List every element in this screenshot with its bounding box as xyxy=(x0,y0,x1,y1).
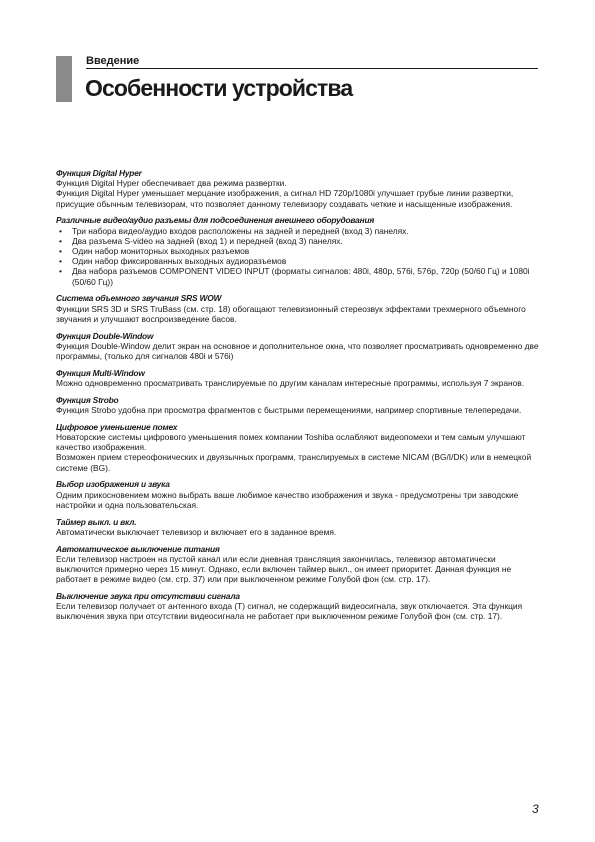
feature-section-connectors xyxy=(56,215,540,286)
section-label: Введение xyxy=(86,55,140,67)
feature-section-noise-reduction xyxy=(56,422,540,473)
header-rule xyxy=(86,68,538,69)
feature-section-strobo xyxy=(56,395,540,415)
feature-text: Если телевизор получает от антенного входа (T) сигнал, не содержащий видеосигнала, звук отключается. Эта функция выключения звука при отсутствии видеосигнала не работает при выключенном режиме Голубой фон (см. стр. 17). xyxy=(56,601,523,622)
feature-text: Если телевизор настроен на пустой канал или если дневная трансляция закончилась, телевизор автоматически выключится примерно через 15 минут. Однако, если включен таймер выкл., он имеет приоритет. Данная функция не работает в режиме видео (см. стр. 37) или при выключенном режиме Голубой фон (см. стр. 17). xyxy=(56,553,512,585)
page-number: 3 xyxy=(532,802,539,816)
feature-section-multi-window xyxy=(56,368,540,388)
header-accent-bar xyxy=(56,56,72,102)
feature-text: Можно одновременно просматривать транслируемые по другим каналам интересные программы, используя 7 экранов. xyxy=(56,378,525,389)
feature-heading: Функция Digital Hyper xyxy=(56,168,142,178)
feature-section-digital-hyper xyxy=(56,168,540,209)
feature-heading: Таймер выкл. и вкл. xyxy=(56,516,137,527)
feature-text: Возможен прием стереофонических и двуязычных программ, транслируемых в системе NICAM (BG/I/DK) или в немецкой системе (BG). xyxy=(56,452,532,473)
feature-section-auto-power-off xyxy=(56,544,540,585)
feature-section-timer xyxy=(56,517,540,537)
feature-text: Функция Digital Hyper обеспечивает два режима развертки. xyxy=(56,178,287,189)
feature-heading: Функция Double-Window xyxy=(56,330,154,341)
feature-heading: Функция Strobo xyxy=(56,394,119,405)
feature-heading: Функция Multi-Window xyxy=(56,367,145,378)
list-item: • Один набор фиксированных выходных аудиоразъемов xyxy=(56,256,540,266)
feature-text: Функция Strobo удобна при просмотра фрагментов с быстрыми перемещениями, например спортивные телепередачи. xyxy=(56,405,522,416)
feature-section-picture-sound xyxy=(56,479,540,510)
feature-heading: Автоматическое выключение питания xyxy=(56,543,220,554)
feature-text: Автоматически выключает телевизор и включает его в заданное время. xyxy=(56,526,337,537)
feature-heading: Выключение звука при отсутствии сигнала xyxy=(56,591,240,602)
feature-text: Функции SRS 3D и SRS TruBass (см. стр. 18) обогащают телевизионный стереозвук эффектами трехмерного объемного звучания и улучшают воспроизведение басов. xyxy=(56,303,526,324)
feature-section-no-signal-mute xyxy=(56,591,540,622)
connector-list xyxy=(56,226,540,287)
feature-section-srs-wow xyxy=(56,293,540,324)
list-item: • Два набора разъемов COMPONENT VIDEO INPUT (форматы сигналов: 480i, 480p, 576i, 576p, 720p (50/60 Гц) и 1080i (50/60 Гц)) xyxy=(56,266,540,286)
feature-text: Функция Digital Hyper уменьшает мерцание изображения, а сигнал HD 720p/1080i улучшает грубые линии развертки, присущие обычным телевизорам, что позволяет данному телевизору создавать четкие и насыщенные изображения. xyxy=(56,188,514,209)
feature-list xyxy=(56,168,540,628)
feature-heading: Различные видео/аудио разъемы для подсоединения внешнего оборудования xyxy=(56,215,375,226)
feature-section-double-window xyxy=(56,331,540,362)
list-item: • Один набор мониторных выходных разъемов xyxy=(56,246,540,256)
list-item: • Три набора видео/аудио входов расположены на задней и передней (вход 3) панелях. xyxy=(56,226,540,236)
feature-heading: Выбор изображения и звука xyxy=(56,479,170,490)
feature-text: Новаторские системы цифрового уменьшения помех компании Toshiba ослабляют видеопомехи и тем самым улучшают качество изображения. xyxy=(56,432,526,453)
page-title: Особенности устройства xyxy=(85,75,353,101)
feature-text: Одним прикосновением можно выбрать ваше любимое качество изображения и звука - предусмотрены три заводские настройки и одна пользовательская. xyxy=(56,489,519,510)
list-item: • Два разъема S-video на задней (вход 1) и передней (вход 3) панелях. xyxy=(56,236,540,246)
feature-heading: Цифровое уменьшение помех xyxy=(56,421,178,432)
feature-text: Функция Double-Window делит экран на основное и дополнительное окна, что позволяет просматривать одновременно две программы, (только для сигналов 480i и 576i) xyxy=(56,340,539,362)
feature-heading: Система объемного звучания SRS WOW xyxy=(56,293,222,304)
